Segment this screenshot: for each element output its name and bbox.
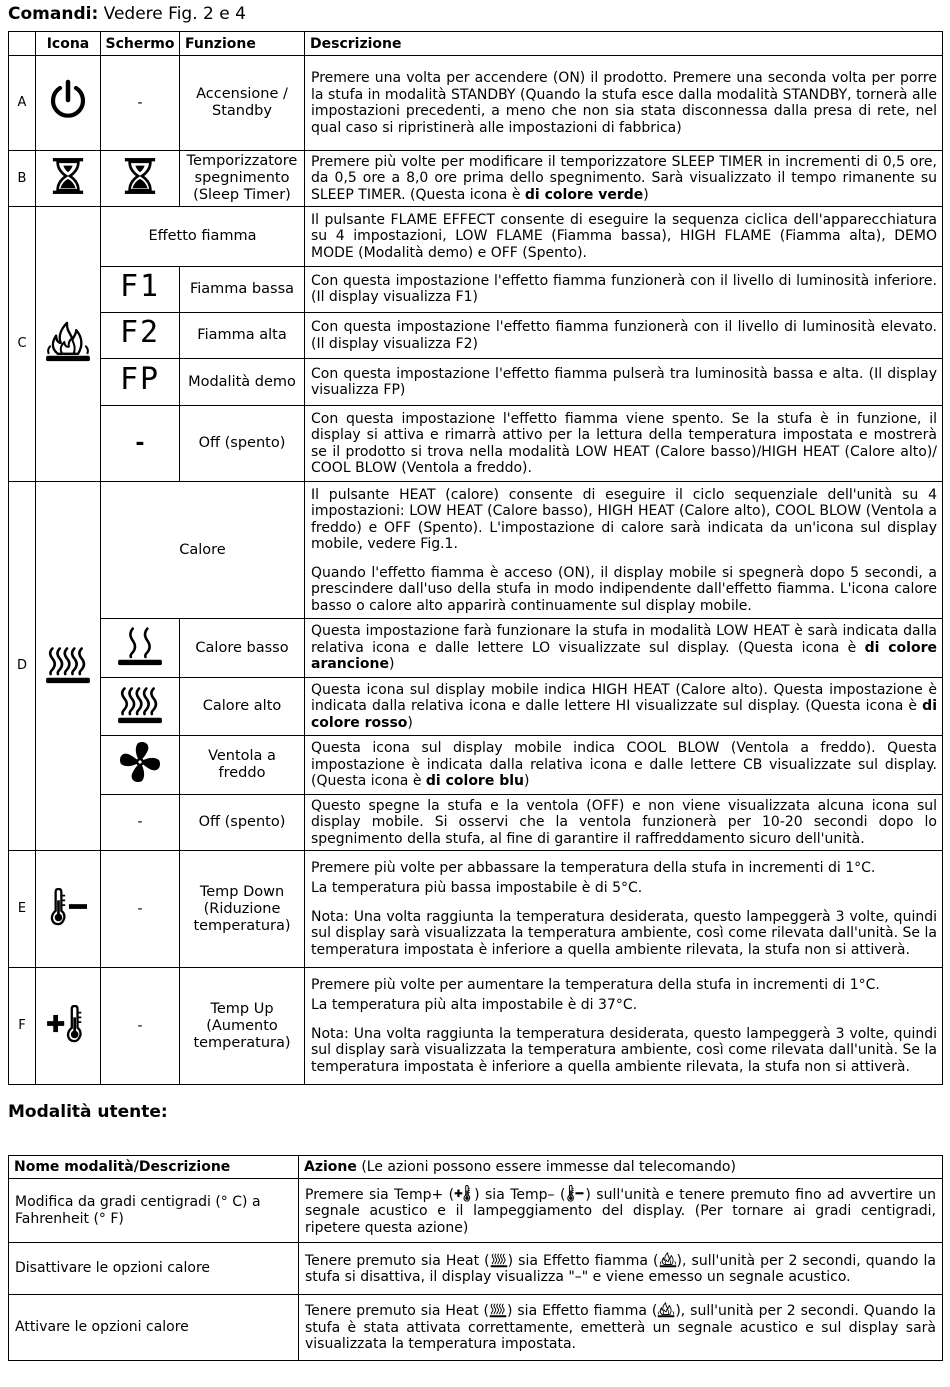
table-row <box>9 405 943 482</box>
mode-name: Attivare le opzioni calore <box>9 1295 299 1361</box>
description: Con questa impostazione l'effetto fiamma pulserà tra luminosità bassa e alta. (Il display visualizza FP) <box>305 359 943 405</box>
table-row <box>9 482 943 619</box>
function-name: Modalità demo <box>180 359 305 405</box>
table-row <box>9 359 943 405</box>
screen-value: - <box>101 794 180 850</box>
table-header-row <box>9 1156 943 1179</box>
section-title: Modalità utente: <box>8 1102 168 1122</box>
mode-action: Premere sia Temp+ ( ) sia Temp– ( ) sull'unità e tenere premuto fino ad avvertire un segnale acustico e il lampeggiamento del display. (Per tornare ai gradi centigradi, ripetere questa azione) <box>299 1179 943 1243</box>
screen-value: - <box>101 968 180 1085</box>
hourglass-icon <box>36 150 101 206</box>
mode-action: Tenere premuto sia Heat ( ) sia Effetto fiamma ( ), sull'unità per 2 secondi. Quando la stufa è stata attivata correttamente, emetterà un segnale acustico e sul display sarà visualizzata la temperatura impostata. <box>299 1295 943 1361</box>
mode-name: Modifica da gradi centigradi (° C) a Fahrenheit (° F) <box>9 1179 299 1243</box>
description: Con questa impostazione l'effetto fiamma funzionerà con il livello di luminosità elevato. (Il display visualizza F2) <box>305 313 943 359</box>
heat-icon <box>489 1302 507 1318</box>
heat-icon <box>490 1252 508 1268</box>
header-funzione: Funzione <box>180 32 305 56</box>
header-action: Azione (Le azioni possono essere immesse dal telecomando) <box>299 1156 943 1179</box>
header-descrizione: Descrizione <box>305 32 943 56</box>
description: Questa impostazione farà funzionare la stufa in modalità LOW HEAT è sarà indicata dalla relativa icona e dalle lettere LO visualizzate sul display. (Questa icona è di colore arancione) <box>305 619 943 677</box>
table-row <box>9 968 943 1085</box>
table-row <box>9 1243 943 1295</box>
table-row <box>9 794 943 850</box>
function-name: Fiamma alta <box>180 313 305 359</box>
function-name: Calore alto <box>180 677 305 735</box>
description: Questa icona sul display mobile indica HIGH HEAT (Calore alto). Questa impostazione è indicata dalla relativa icona e dalle lettere HI visualizzate sul display. (Questa icona è di colore rosso) <box>305 677 943 735</box>
description: Il pulsante FLAME EFFECT consente di eseguire la sequenza ciclica dell'apparecchiatura su 4 impostazioni, LOW FLAME (Fiamma bassa), HIGH FLAME (Fiamma alta), DEMO MODE (Modalità demo) e OFF (Spento). <box>305 207 943 266</box>
flame-icon <box>659 1252 677 1268</box>
table-row <box>9 207 943 266</box>
description: Con questa impostazione l'effetto fiamma funzionerà con il livello di luminosità inferiore. (Il display visualizza F1) <box>305 266 943 312</box>
row-label: C <box>9 207 36 482</box>
screen-value: FP <box>101 359 180 405</box>
table-row <box>9 266 943 312</box>
temp-down-icon <box>36 851 101 968</box>
description: Con questa impostazione l'effetto fiamma viene spento. Se la stufa è in funzione, il display si attiva e rimarrà attivo per la lettura della temperatura impostata e mostrerà se il prodotto si trova nella modalità LOW HEAT (Calore basso)/HIGH HEAT (Calore alto)/ COOL BLOW (Ventola a freddo). <box>305 405 943 482</box>
table-row <box>9 313 943 359</box>
function-name: Calore <box>101 482 305 619</box>
heat-icon <box>36 482 101 851</box>
user-modes-table <box>8 1155 943 1361</box>
description: Questa icona sul display mobile indica COOL BLOW (Ventola a freddo). Questa impostazione è indicata dalla relativa icona e dalle lettere CB visualizzate sul display. (Questa icona è di colore blu) <box>305 736 943 794</box>
screen-value: - <box>101 851 180 968</box>
header-schermo: Schermo <box>101 32 180 56</box>
heat-low-icon <box>101 619 180 677</box>
function-name: Effetto fiamma <box>101 207 305 266</box>
table-header-row <box>9 32 943 56</box>
function-name: Calore basso <box>180 619 305 677</box>
temp-down-icon <box>565 1185 585 1202</box>
flame-icon <box>657 1302 675 1318</box>
fan-icon <box>101 736 180 794</box>
commands-table <box>8 31 943 1085</box>
function-name: Temp Up (Aumento temperatura) <box>180 968 305 1085</box>
table-row <box>9 677 943 735</box>
description: Il pulsante HEAT (calore) consente di eseguire il ciclo sequenziale dell'unità su 4 impostazioni: LOW HEAT (Calore basso), HIGH HEAT (Calore alto), COOL BLOW (Ventola a freddo) e OFF (Spento). L'impostazione di calore sarà indicata da un'icona sul display mobile, vedere Fig.1. Quando l'effetto fiamma è acceso (ON), il display mobile si spegnerà dopo 5 secondi, a prescindere dall'uso della stufa in modo indipendente dall'effetto fiamma. L'icona calore basso o calore alto apparirà continuamente sul display mobile. <box>305 482 943 619</box>
table-row <box>9 56 943 151</box>
row-label: F <box>9 968 36 1085</box>
row-label: B <box>9 150 36 206</box>
table-row <box>9 736 943 794</box>
page-title: Comandi: Vedere Fig. 2 e 4 <box>8 4 246 24</box>
table-row <box>9 150 943 206</box>
heat-high-icon <box>101 677 180 735</box>
function-name: Temp Down (Riduzione temperatura) <box>180 851 305 968</box>
screen-value: F2 <box>101 313 180 359</box>
description: Premere più volte per aumentare la temperatura della stufa in incrementi di 1°C. La temperatura più alta impostabile è di 37°C. Nota: Una volta raggiunta la temperatura desiderata, questo lampeggerà 3 volte, quindi sul display sarà visualizzata la temperatura ambiente, così come rilevata dall'unità. Se la temperatura impostata è inferiore a quella ambiente rilevata, la stufa non si attiverà. <box>305 968 943 1085</box>
table-row <box>9 1295 943 1361</box>
description: Premere più volte per modificare il temporizzatore SLEEP TIMER in incrementi di 0,5 ore, da 0,5 ore a 8,0 ore prima dello spegnimento. Sarà visualizzato il tempo rimanente su SLEEP TIMER. (Questa icona è di colore verde) <box>305 150 943 206</box>
temp-up-icon <box>36 968 101 1085</box>
table-row <box>9 1179 943 1243</box>
row-label: E <box>9 851 36 968</box>
hourglass-display-icon <box>101 150 180 206</box>
screen-value: - <box>101 56 180 151</box>
header-icona: Icona <box>36 32 101 56</box>
mode-action: Tenere premuto sia Heat ( ) sia Effetto fiamma ( ), sull'unità per 2 secondi, quando la stufa si disattiva, il display visualizza "–" e viene emesso un segnale acustico. <box>299 1243 943 1295</box>
row-label: D <box>9 482 36 851</box>
power-icon <box>36 56 101 151</box>
function-name: Accensione / Standby <box>180 56 305 151</box>
description: Questo spegne la stufa e la ventola (OFF) e non viene visualizzata alcuna icona sul display mobile. Si osservi che la ventola funzionerà per 10-20 secondi dopo lo spegnimento della stufa, al fine di garantire il raffreddamento sicuro dell'unità. <box>305 794 943 850</box>
function-name: Temporizzatore spegnimento (Sleep Timer) <box>180 150 305 206</box>
mode-name: Disattivare le opzioni calore <box>9 1243 299 1295</box>
description: Premere una volta per accendere (ON) il prodotto. Premere una seconda volta per porre la stufa in modalità STANDBY (Quando la stufa esce dalla modalità STANDBY, tornerà alle impostazioni precedenti, a meno che non sia stata disconnessa dalla presa di rete, nel qual caso si ripristinerà alle impostazioni di fabbrica) <box>305 56 943 151</box>
function-name: Off (spento) <box>180 405 305 482</box>
screen-value: - <box>101 405 180 482</box>
header-empty <box>9 32 36 56</box>
screen-value: F1 <box>101 266 180 312</box>
row-label: A <box>9 56 36 151</box>
table-row <box>9 619 943 677</box>
function-name: Ventola a freddo <box>180 736 305 794</box>
function-name: Fiamma bassa <box>180 266 305 312</box>
temp-up-icon <box>454 1185 474 1202</box>
header-mode-name: Nome modalità/Descrizione <box>9 1156 299 1179</box>
description: Premere più volte per abbassare la temperatura della stufa in incrementi di 1°C. La temperatura più bassa impostabile è di 5°C. Nota: Una volta raggiunta la temperatura desiderata, questo lampeggerà 3 volte, quindi sul display sarà visualizzata la temperatura ambiente, così come rilevata dall'unità. Se la temperatura impostata è inferiore a quella ambiente rilevata, la stufa non si attiverà. <box>305 851 943 968</box>
flame-icon <box>36 207 101 482</box>
table-row <box>9 851 943 968</box>
function-name: Off (spento) <box>180 794 305 850</box>
